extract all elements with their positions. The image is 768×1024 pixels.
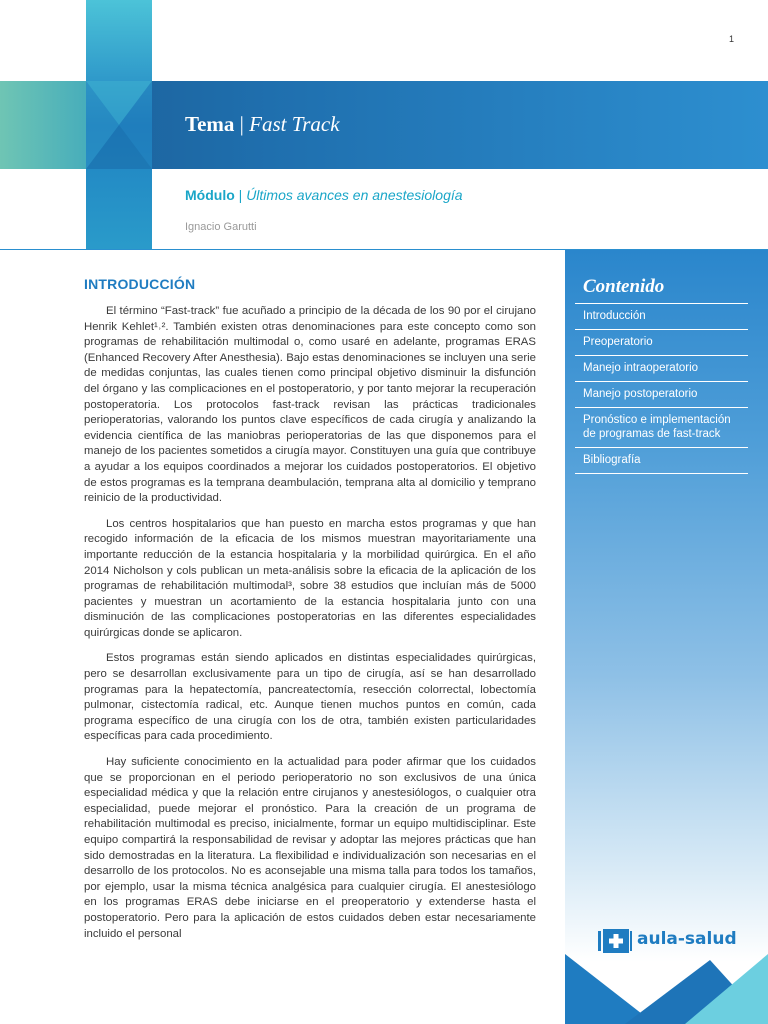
toc-item-introduccion[interactable]: Introducción xyxy=(575,304,748,330)
paragraph: El término “Fast-track” fue acuñado a principio de la década de los 90 por el cirujano Henrik Kehlet¹˒². También existen otras denominaciones para este concepto como son programas de rehabilitación multimodal o, como usaré en adelante, programas ERAS (Enhanced Recovery After Anesthesia). Bajo estas denominaciones se incluyen una serie de medidas conjuntas, las cuales tienen como principal objetivo disminuir la disfunción del órgano y las complicaciones en el postoperatorio, y por tanto mejorar la recuperación postoperatoria. Los protocolos fast-track revisan las prácticas tradicionales perioperatorias, valorando los puntos clave específicos de cada cirugía y analizando la evidencia científica de las maniobras perioperatorias de las que disponemos para el manejo de los pacientes sometidos a cirugía mayor. Constituyen una guía que contribuye a ayudar a los equipos coordinados a mejorar los cuidados postoperatorios. El objetivo de estos programas es la temprana deambulación, temprana alta al domicilio y temprano reinicio de la productividad. xyxy=(84,305,536,505)
paragraph: Estos programas están siendo aplicados en distintas especialidades quirúrgicas, pero se desarrollan exclusivamente para un tipo de cirugía, así se han desarrollado programas para la hepatectomía, pancreatectomía, resección colorrectal, lobectomía pulmonar, cistectomía radical, etc. Aunque tienen muchos puntos en común, cada programa específico de una cirugía con los de otra, también existen particularidades específicas para cada procedimiento. xyxy=(84,652,536,743)
page-title xyxy=(185,112,340,137)
toc-item-bibliografia[interactable]: Bibliografía xyxy=(575,448,748,474)
aula-salud-logo xyxy=(598,928,748,954)
module-label: Módulo xyxy=(185,187,235,203)
medical-cross-icon xyxy=(598,928,632,954)
title-topic: Fast Track xyxy=(249,112,340,136)
module-line xyxy=(185,187,463,203)
title-label: Tema xyxy=(185,112,235,136)
page-number: 1 xyxy=(728,34,734,44)
corner-decoration xyxy=(565,950,768,1024)
author-name: Ignacio Garutti xyxy=(185,221,257,233)
cross-decoration xyxy=(0,0,170,250)
logo-text: aula-salud xyxy=(637,929,737,949)
module-separator: | xyxy=(234,187,247,203)
toc-list xyxy=(575,303,748,474)
title-separator: | xyxy=(234,112,250,136)
toc-item-pronostico[interactable]: Pronóstico e implementación de programas de fast-track xyxy=(575,408,748,448)
paragraph: Los centros hospitalarios que han puesto en marcha estos programas y que han recogido información de la eficacia de los mismos muestran mayoritariamente una importante reducción de la estancia hospitalaria y la morbilidad quirúrgica. En el año 2014 Nicholson y cols publican un meta-análisis sobre la eficacia de la aplicación de los programas de rehabilitación multimodal³, sobre 38 estudios que incluían más de 5000 pacientes y muestran un acortamiento de la estancia hospitalaria junto con una disminución de las complicaciones postoperatorias en las diferentes especialidades quirúrgicas donde se aplicaron. xyxy=(84,517,536,639)
contents-sidebar xyxy=(565,250,768,1024)
toc-item-preoperatorio[interactable]: Preoperatorio xyxy=(575,330,748,356)
toc-item-manejo-intraoperatorio[interactable]: Manejo intraoperatorio xyxy=(575,356,748,382)
module-name: Últimos avances en anestesiología xyxy=(246,187,463,203)
section-heading: INTRODUCCIÓN xyxy=(84,276,196,292)
toc-item-manejo-postoperatorio[interactable]: Manejo postoperatorio xyxy=(575,382,748,408)
paragraph: Hay suficiente conocimiento en la actualidad para poder afirmar que los cuidados que se proporcionan en el periodo perioperatorio no son exclusivos de una única especialidad médica y que la relación entre cirujanos y anestesiólogos, o cualquier otra especialidad, puede mejorar el pronóstico. Para la creación de un programa de rehabilitación multimodal es preciso, inicialmente, formar un equipo multidisciplinar. Este equipo compartirá la responsabilidad de revisar y adoptar las mejores prácticas que han sido demostradas en la literatura. La flexibilidad e individualización son necesarias en el desarrollo de los protocolos. No es aconsejable una misma talla para todos los tamaños, por ejemplo, usar la misma técnica analgésica para cualquier cirugía. El anestesiólogo en los programas ERAS debe iniciarse en el preoperatorio y extenderse hasta el postoperatorio. Pero para la aplicación de estos cuidados deben estar necesariamente incluido el personal xyxy=(84,756,536,940)
article-body xyxy=(84,276,536,952)
sidebar-title: Contenido xyxy=(583,276,665,297)
